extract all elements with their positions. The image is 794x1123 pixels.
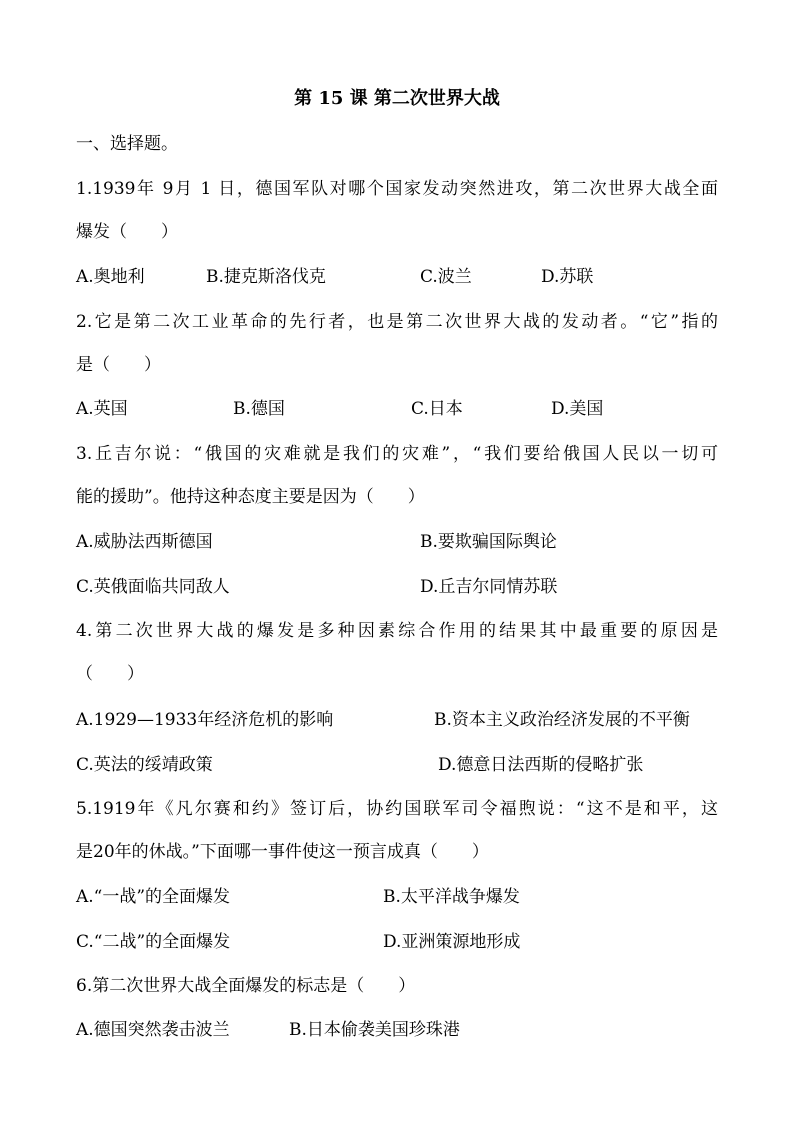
question-3-option-d[interactable]: D.丘吉尔同情苏联 xyxy=(420,577,558,597)
question-2-option-b[interactable]: B.德国 xyxy=(233,399,285,419)
question-2-line-1: 2.它是第二次工业革命的先行者，也是第二次世界大战的发动者。“它”指的 xyxy=(76,312,718,332)
question-3-option-a[interactable]: A.威胁法西斯德国 xyxy=(76,532,213,552)
question-2-option-a[interactable]: A.英国 xyxy=(76,399,128,419)
question-6-line-1: 6.第二次世界大战全面爆发的标志是（ ） xyxy=(76,976,416,996)
question-5-option-a[interactable]: A.“一战”的全面爆发 xyxy=(76,887,231,907)
question-3-line-1: 3.丘吉尔说：“俄国的灾难就是我们的灾难”，“我们要给俄国人民以一切可 xyxy=(76,444,718,464)
question-4-option-a[interactable]: A.1929—1933年经济危机的影响 xyxy=(76,710,334,730)
question-4-option-c[interactable]: C.英法的绥靖政策 xyxy=(76,755,213,775)
question-5-line-1: 5.1919年《凡尔赛和约》签订后，协约国联军司令福煦说：“这不是和平，这 xyxy=(76,799,718,819)
question-5-option-b[interactable]: B.太平洋战争爆发 xyxy=(383,887,520,907)
question-1-option-b[interactable]: B.捷克斯洛伐克 xyxy=(206,267,326,287)
question-5-option-d[interactable]: D.亚洲策源地形成 xyxy=(383,932,521,952)
question-1-option-a[interactable]: A.奥地利 xyxy=(76,267,145,287)
question-5-option-c[interactable]: C.“二战”的全面爆发 xyxy=(76,932,231,952)
question-1-option-d[interactable]: D.苏联 xyxy=(541,267,594,287)
question-4-line-2: （ ） xyxy=(76,664,144,684)
question-5-line-2: 是20年的休战。”下面哪一事件使这一预言成真（ ） xyxy=(76,842,489,862)
section-heading: 一、选择题。 xyxy=(76,134,178,154)
question-6-option-a[interactable]: A.德国突然袭击波兰 xyxy=(76,1020,230,1040)
question-1-line-2: 爆发（ ） xyxy=(76,222,178,242)
question-4-option-b[interactable]: B.资本主义政治经济发展的不平衡 xyxy=(434,710,690,730)
question-4-line-1: 4.第二次世界大战的爆发是多种因素综合作用的结果其中最重要的原因是 xyxy=(76,621,718,641)
question-2-line-2: 是（ ） xyxy=(76,355,161,375)
question-6-option-b[interactable]: B.日本偷袭美国珍珠港 xyxy=(289,1020,460,1040)
question-2-option-d[interactable]: D.美国 xyxy=(551,399,604,419)
page-title: 第 15 课 第二次世界大战 xyxy=(294,88,500,109)
question-4-option-d[interactable]: D.德意日法西斯的侵略扩张 xyxy=(438,755,644,775)
question-1-line-1: 1.1939年 9月 1 日，德国军队对哪个国家发动突然进攻，第二次世界大战全面 xyxy=(76,179,718,199)
question-1-option-c[interactable]: C.波兰 xyxy=(420,267,472,287)
question-3-line-2: 能的援助”。他持这种态度主要是因为（ ） xyxy=(76,487,425,507)
question-2-option-c[interactable]: C.日本 xyxy=(411,399,463,419)
question-3-option-c[interactable]: C.英俄面临共同敌人 xyxy=(76,577,230,597)
question-3-option-b[interactable]: B.要欺骗国际舆论 xyxy=(420,532,557,552)
